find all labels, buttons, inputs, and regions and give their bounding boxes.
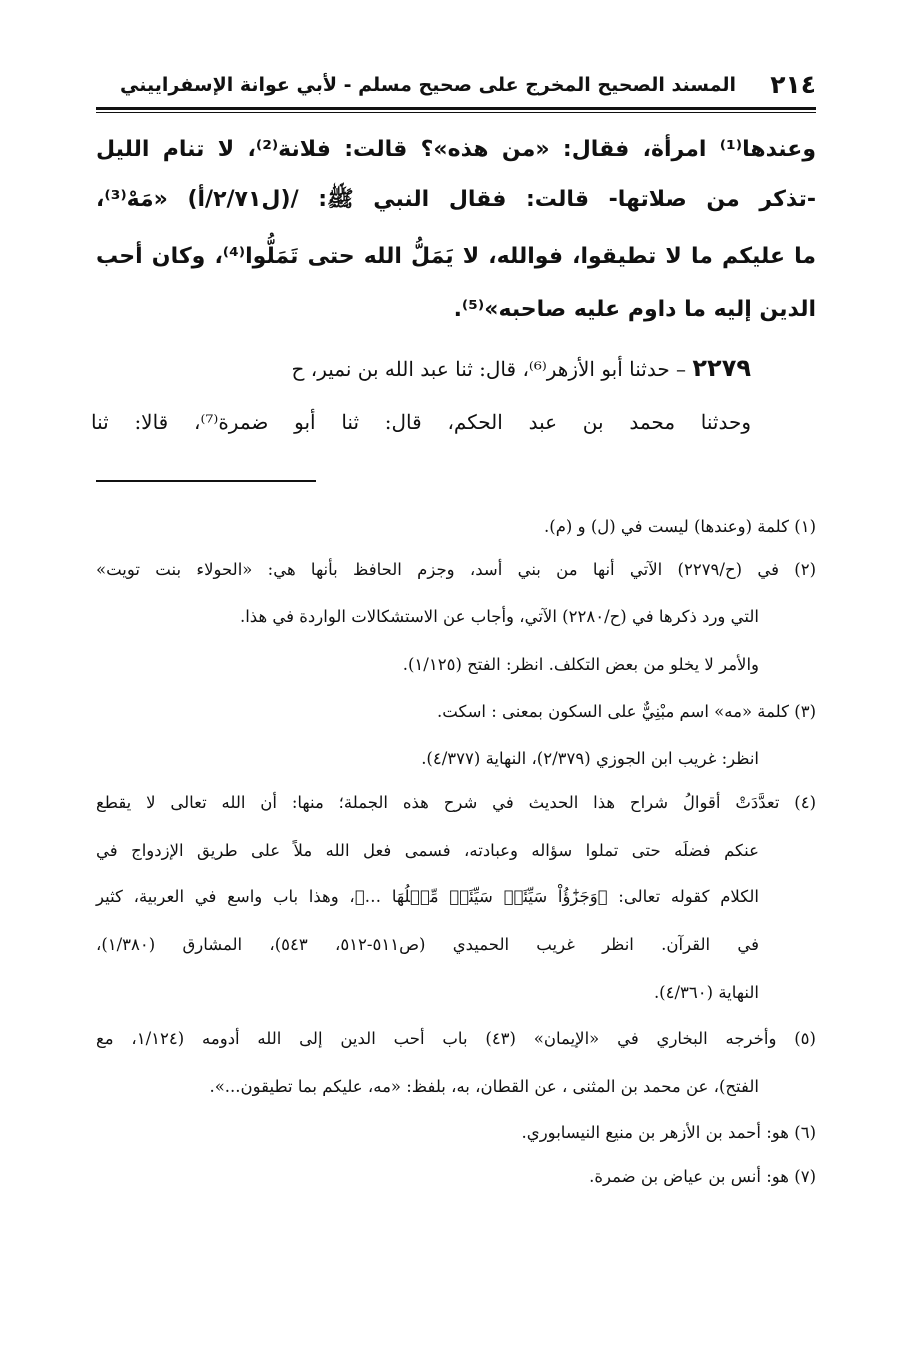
- running-title: المسند الصحيح المخرج على صحيح مسلم - لأبي عوانة الإسفراييني: [120, 74, 736, 96]
- footnote-4-line-3: الكلام كقوله تعالى: ﴿وَجَزَٰٓؤُاْ سَيِّئَةٖ سَيِّئَةٞ مِّثۡلُهَا …﴾، وهذا باب واسع في العربية، كثير: [96, 887, 759, 906]
- footnote-3-line-2: انظر: غريب ابن الجوزي (٢/٣٧٩)، النهاية (٤/٣٧٧).: [421, 749, 759, 768]
- body-line-2: -تذكر من صلاتها- قالت: فقال النبي ﷺ: /(ل٢/٧١/أ) «مَهْ⁽³⁾،: [96, 187, 816, 212]
- footnote-4-line-5: النهاية (٤/٣٦٠).: [653, 983, 759, 1002]
- footnote-6: (٦) هو: أحمد بن الأزهر بن منيع النيسابوري.: [521, 1123, 816, 1142]
- hadith-line-1: [292, 348, 752, 389]
- footnote-4-line-4: في القرآن. انظر غريب الحميدي (ص٥١١-٥١٢، ٥٤٣)، المشارق (١/٣٨٠)،: [96, 935, 760, 954]
- footnote-2-line-2: التي ورد ذكرها في (ح/٢٢٨٠) الآتي، وأجاب عن الاستشكالات الواردة في هذا.: [239, 607, 759, 626]
- page-header: [96, 70, 816, 106]
- footnote-4-line-1: (٤) تعدَّدَتْ أقوالُ شراح هذا الحديث في شرح هذه الجملة؛ منها: أن الله تعالى لا يقطع: [96, 793, 816, 812]
- hadith-line-1-text: – حدثنا أبو الأزهر⁽⁶⁾، قال: ثنا عبد الله بن نمير، ح: [291, 357, 687, 381]
- footnote-2-line-1: (٢) في (ح/٢٢٧٩) الآتي أنها من بني أسد، وجزم الحافظ بأنها هي: «الحولاء بنت تويت»: [96, 560, 817, 579]
- header-rule: [96, 107, 816, 110]
- page-number: ٢١٤: [770, 70, 816, 99]
- footnote-5-line-1: (٥) وأخرجه البخاري في «الإيمان» (٤٣) باب أحب الدين إلى الله أدومه (١/١٢٤، مع: [96, 1029, 816, 1048]
- footnote-7: (٧) هو: أنس بن عياض بن ضمرة.: [589, 1167, 816, 1186]
- footnote-separator: [96, 480, 316, 482]
- body-line-3: ما عليكم ما لا تطيقوا، فوالله، لا يَمَلُّ الله حتى تَمَلُّوا⁽⁴⁾، وكان أحب: [96, 244, 816, 269]
- footnote-3-line-1: (٣) كلمة «مه» اسم مبْنِيٌّ على السكون بمعنى : اسكت.: [437, 702, 816, 721]
- hadith-number: ٢٢٧٩: [692, 354, 751, 382]
- footnote-2-line-3: والأمر لا يخلو من بعض التكلف. انظر: الفتح (١/١٢٥).: [402, 655, 759, 674]
- body-line-1: وعندها⁽¹⁾ امرأة، فقال: «من هذه»؟ قالت: فلانة⁽²⁾، لا تنام الليل: [96, 137, 816, 162]
- footnote-5-line-2: الفتح)، عن محمد بن المثنى ، عن القطان، به، بلفظ: «مه، عليكم بما تطيقون...».: [209, 1077, 759, 1096]
- footnote-1: (١) كلمة (وعندها) ليست في (ل) و (م).: [544, 517, 816, 536]
- header-rule-thin: [96, 112, 816, 113]
- body-line-4: الدين إليه ما داوم عليه صاحبه»⁽⁵⁾.: [453, 297, 816, 322]
- footnote-4-line-2: عنكم فضلَه حتى تملوا سؤاله وعبادته، فسمى فعل الله ملاً على طريق الإزدواج في: [96, 841, 759, 860]
- hadith-line-2: وحدثنا محمد بن عبد الحكم، قال: ثنا أبو ضمرة⁽⁷⁾، قالا: ثنا: [91, 410, 752, 434]
